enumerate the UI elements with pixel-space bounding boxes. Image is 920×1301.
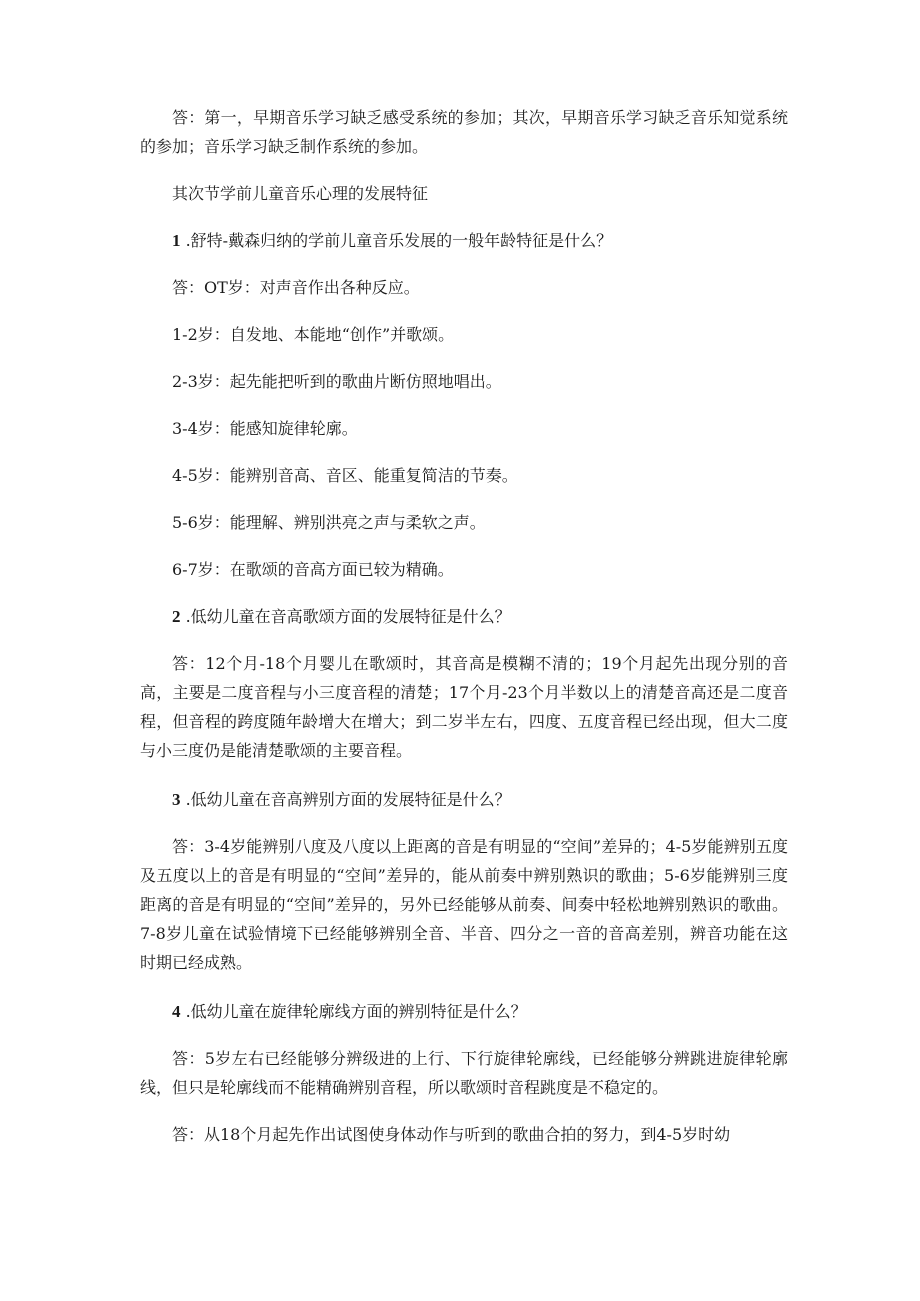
document-page [140, 103, 788, 1149]
age-item-2: 2-3岁：起先能把听到的歌曲片断仿照地唱出。 [172, 372, 502, 391]
question-2-text: .低幼儿童在音高歌颂方面的发展特征是什么？ [180, 607, 511, 626]
question-4-number: 4 [172, 1002, 181, 1021]
question-4 [140, 997, 788, 1026]
age-item-5: 5-6岁：能理解、辨别洪亮之声与柔软之声。 [172, 513, 486, 532]
question-1 [140, 226, 788, 255]
age-item-1: 1-2岁：自发地、本能地“创作”并歌颂。 [172, 325, 455, 344]
answer-paragraph-5: 答：从18个月起先作出试图使身体动作与听到的歌曲合拍的努力，到4-5岁时幼 [172, 1125, 731, 1144]
age-item-3: 3-4岁：能感知旋律轮廓。 [172, 419, 358, 438]
answer-paragraph-4: 答：5岁左右已经能够分辨级进的上行、下行旋律轮廓线，已经能够分辨跳进旋律轮廓线，但只是轮廓线而不能精确辨别音程，所以歌颂时音程跳度是不稳定的。 [140, 1049, 788, 1097]
section-heading: 其次节学前儿童音乐心理的发展特征 [172, 184, 429, 203]
age-item-6: 6-7岁：在歌颂的音高方面已较为精确。 [172, 560, 454, 579]
question-3-text: .低幼儿童在音高辨别方面的发展特征是什么？ [180, 790, 511, 809]
answer-paragraph-intro: 答：第一，早期音乐学习缺乏感受系统的参加；其次，早期音乐学习缺乏音乐知觉系统的参加；音乐学习缺乏制作系统的参加。 [140, 108, 788, 156]
answer-paragraph-3: 答：3-4岁能辨别八度及八度以上距离的音是有明显的“空间”差异的；4-5岁能辨别五度及五度以上的音是有明显的“空间”差异的，能从前奏中辨别熟识的歌曲；5-6岁能辨别三度距离的音是有明显的“空间”差异的，另外已经能够从前奏、间奏中轻松地辨别熟识的歌曲。7-8岁儿童在试验情境下已经能够辨别全音、半音、四分之一音的音高差别，辨音功能在这时期已经成熟。 [140, 837, 788, 972]
age-item-0: 答：OT岁：对声音作出各种反应。 [172, 278, 420, 297]
question-1-number: 1 [172, 231, 181, 250]
age-item-4: 4-5岁：能辨别音高、音区、能重复简洁的节奏。 [172, 466, 518, 485]
answer-paragraph-2: 答：12个月-18个月婴儿在歌颂时，其音高是模糊不清的；19个月起先出现分别的音高，主要是二度音程与小三度音程的清楚；17个月-23个月半数以上的清楚音高还是二度音程，但音程的跨度随年龄增大在增大；到二岁半左右，四度、五度音程已经出现，但大二度与小三度仍是能清楚歌颂的主要音程。 [140, 654, 788, 760]
question-2-number: 2 [172, 607, 181, 626]
question-3-number: 3 [172, 790, 181, 809]
question-3 [140, 785, 788, 814]
question-4-text: .低幼儿童在旋律轮廓线方面的辨别特征是什么？ [180, 1002, 527, 1021]
question-2 [140, 602, 788, 631]
question-1-text: .舒特-戴森归纳的学前儿童音乐发展的一般年龄特征是什么？ [180, 231, 613, 250]
